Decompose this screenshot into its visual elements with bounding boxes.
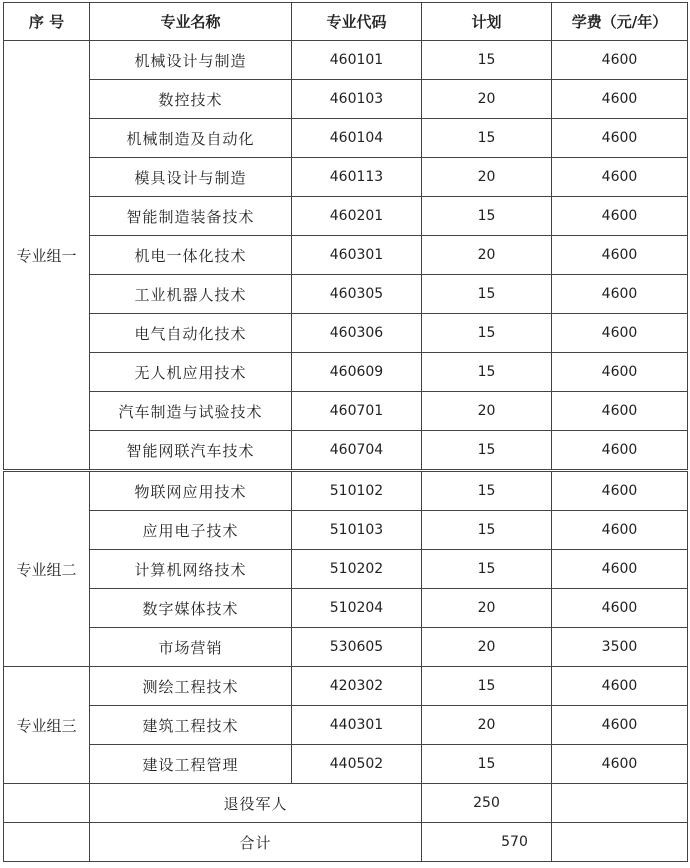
major-name-cell: 机械设计与制造	[90, 41, 292, 80]
table-row	[4, 589, 688, 628]
major-name-cell: 测绘工程技术	[90, 667, 292, 706]
table-row	[4, 471, 688, 511]
table-row	[4, 119, 688, 158]
empty-cell	[4, 784, 90, 823]
plan-cell: 15	[422, 550, 552, 589]
tuition-cell: 4600	[552, 41, 688, 80]
empty-cell	[4, 823, 90, 862]
major-name-cell: 物联网应用技术	[90, 471, 292, 511]
table-row	[4, 706, 688, 745]
table-row	[4, 745, 688, 784]
plan-cell: 20	[422, 158, 552, 197]
total-plan: 570	[501, 834, 528, 850]
major-code-cell: 460305	[292, 275, 422, 314]
major-code-cell: 460609	[292, 353, 422, 392]
table-row	[4, 314, 688, 353]
table-row	[4, 275, 688, 314]
major-code-cell: 460101	[292, 41, 422, 80]
major-code-cell: 460306	[292, 314, 422, 353]
major-name-cell: 建筑工程技术	[90, 706, 292, 745]
plan-cell: 15	[422, 197, 552, 236]
table-row	[4, 80, 688, 119]
table-row	[4, 431, 688, 471]
tuition-cell: 4600	[552, 353, 688, 392]
tuition-cell: 3500	[552, 628, 688, 667]
major-name-cell: 机械制造及自动化	[90, 119, 292, 158]
major-code-cell: 510103	[292, 511, 422, 550]
plan-cell: 15	[422, 745, 552, 784]
major-name-cell: 智能网联汽车技术	[90, 431, 292, 471]
tuition-cell: 4600	[552, 550, 688, 589]
tuition-cell: 4600	[552, 236, 688, 275]
plan-cell: 20	[422, 628, 552, 667]
veterans-row	[4, 784, 688, 823]
major-name-cell: 应用电子技术	[90, 511, 292, 550]
veterans-label: 退役军人	[90, 784, 422, 823]
tuition-cell: 4600	[552, 431, 688, 471]
tuition-cell: 4600	[552, 314, 688, 353]
tuition-cell: 4600	[552, 745, 688, 784]
table-body	[4, 3, 688, 862]
plan-cell: 20	[422, 80, 552, 119]
major-name-cell: 智能制造装备技术	[90, 197, 292, 236]
major-code-cell: 530605	[292, 628, 422, 667]
tuition-cell: 4600	[552, 667, 688, 706]
major-code-cell: 460201	[292, 197, 422, 236]
major-name-cell: 电气自动化技术	[90, 314, 292, 353]
table-row	[4, 41, 688, 80]
major-name-cell: 机电一体化技术	[90, 236, 292, 275]
table-row	[4, 628, 688, 667]
plan-cell: 15	[422, 431, 552, 471]
major-name-cell: 数控技术	[90, 80, 292, 119]
plan-cell: 15	[422, 275, 552, 314]
total-label: 合计	[90, 823, 422, 862]
total-plan-cell	[422, 823, 552, 862]
plan-cell: 20	[422, 236, 552, 275]
plan-cell: 20	[422, 589, 552, 628]
plan-cell: 15	[422, 41, 552, 80]
major-code-cell: 460103	[292, 80, 422, 119]
tuition-cell: 4600	[552, 197, 688, 236]
table-row	[4, 158, 688, 197]
plan-cell: 15	[422, 314, 552, 353]
plan-cell: 20	[422, 392, 552, 431]
tuition-cell: 4600	[552, 471, 688, 511]
header-plan: 计划	[422, 3, 552, 41]
major-code-cell: 440301	[292, 706, 422, 745]
tuition-cell: 4600	[552, 275, 688, 314]
major-name-cell: 无人机应用技术	[90, 353, 292, 392]
group-label: 专业组二	[4, 471, 90, 667]
major-code-cell: 460301	[292, 236, 422, 275]
plan-cell: 15	[422, 119, 552, 158]
table-row	[4, 353, 688, 392]
major-code-cell: 460104	[292, 119, 422, 158]
header-major-code: 专业代码	[292, 3, 422, 41]
plan-cell: 20	[422, 706, 552, 745]
table-header-row	[4, 3, 688, 41]
tuition-cell: 4600	[552, 589, 688, 628]
tuition-cell: 4600	[552, 511, 688, 550]
major-name-cell: 建设工程管理	[90, 745, 292, 784]
major-code-cell: 440502	[292, 745, 422, 784]
major-code-cell: 510204	[292, 589, 422, 628]
major-name-cell: 数字媒体技术	[90, 589, 292, 628]
header-index: 序 号	[4, 3, 90, 41]
group-label: 专业组三	[4, 667, 90, 784]
tuition-cell: 4600	[552, 80, 688, 119]
table-row	[4, 550, 688, 589]
veterans-plan: 250	[422, 784, 552, 823]
tuition-cell: 4600	[552, 706, 688, 745]
enrollment-table	[3, 2, 688, 862]
table-row	[4, 197, 688, 236]
major-code-cell: 460113	[292, 158, 422, 197]
table-row	[4, 236, 688, 275]
plan-cell: 15	[422, 353, 552, 392]
group-label: 专业组一	[4, 41, 90, 471]
major-code-cell: 460701	[292, 392, 422, 431]
major-code-cell: 510202	[292, 550, 422, 589]
header-major-name: 专业名称	[90, 3, 292, 41]
major-code-cell: 420302	[292, 667, 422, 706]
empty-cell	[552, 784, 688, 823]
table-row	[4, 392, 688, 431]
total-row	[4, 823, 688, 862]
table-row	[4, 667, 688, 706]
plan-cell: 15	[422, 511, 552, 550]
tuition-cell: 4600	[552, 158, 688, 197]
major-name-cell: 工业机器人技术	[90, 275, 292, 314]
major-name-cell: 计算机网络技术	[90, 550, 292, 589]
table-row	[4, 511, 688, 550]
major-code-cell: 510102	[292, 471, 422, 511]
tuition-cell: 4600	[552, 119, 688, 158]
plan-cell: 15	[422, 667, 552, 706]
major-name-cell: 汽车制造与试验技术	[90, 392, 292, 431]
major-name-cell: 市场营销	[90, 628, 292, 667]
major-name-cell: 模具设计与制造	[90, 158, 292, 197]
major-code-cell: 460704	[292, 431, 422, 471]
header-tuition: 学费（元/年）	[552, 3, 688, 41]
tuition-cell: 4600	[552, 392, 688, 431]
empty-cell	[552, 823, 688, 862]
plan-cell: 15	[422, 471, 552, 511]
